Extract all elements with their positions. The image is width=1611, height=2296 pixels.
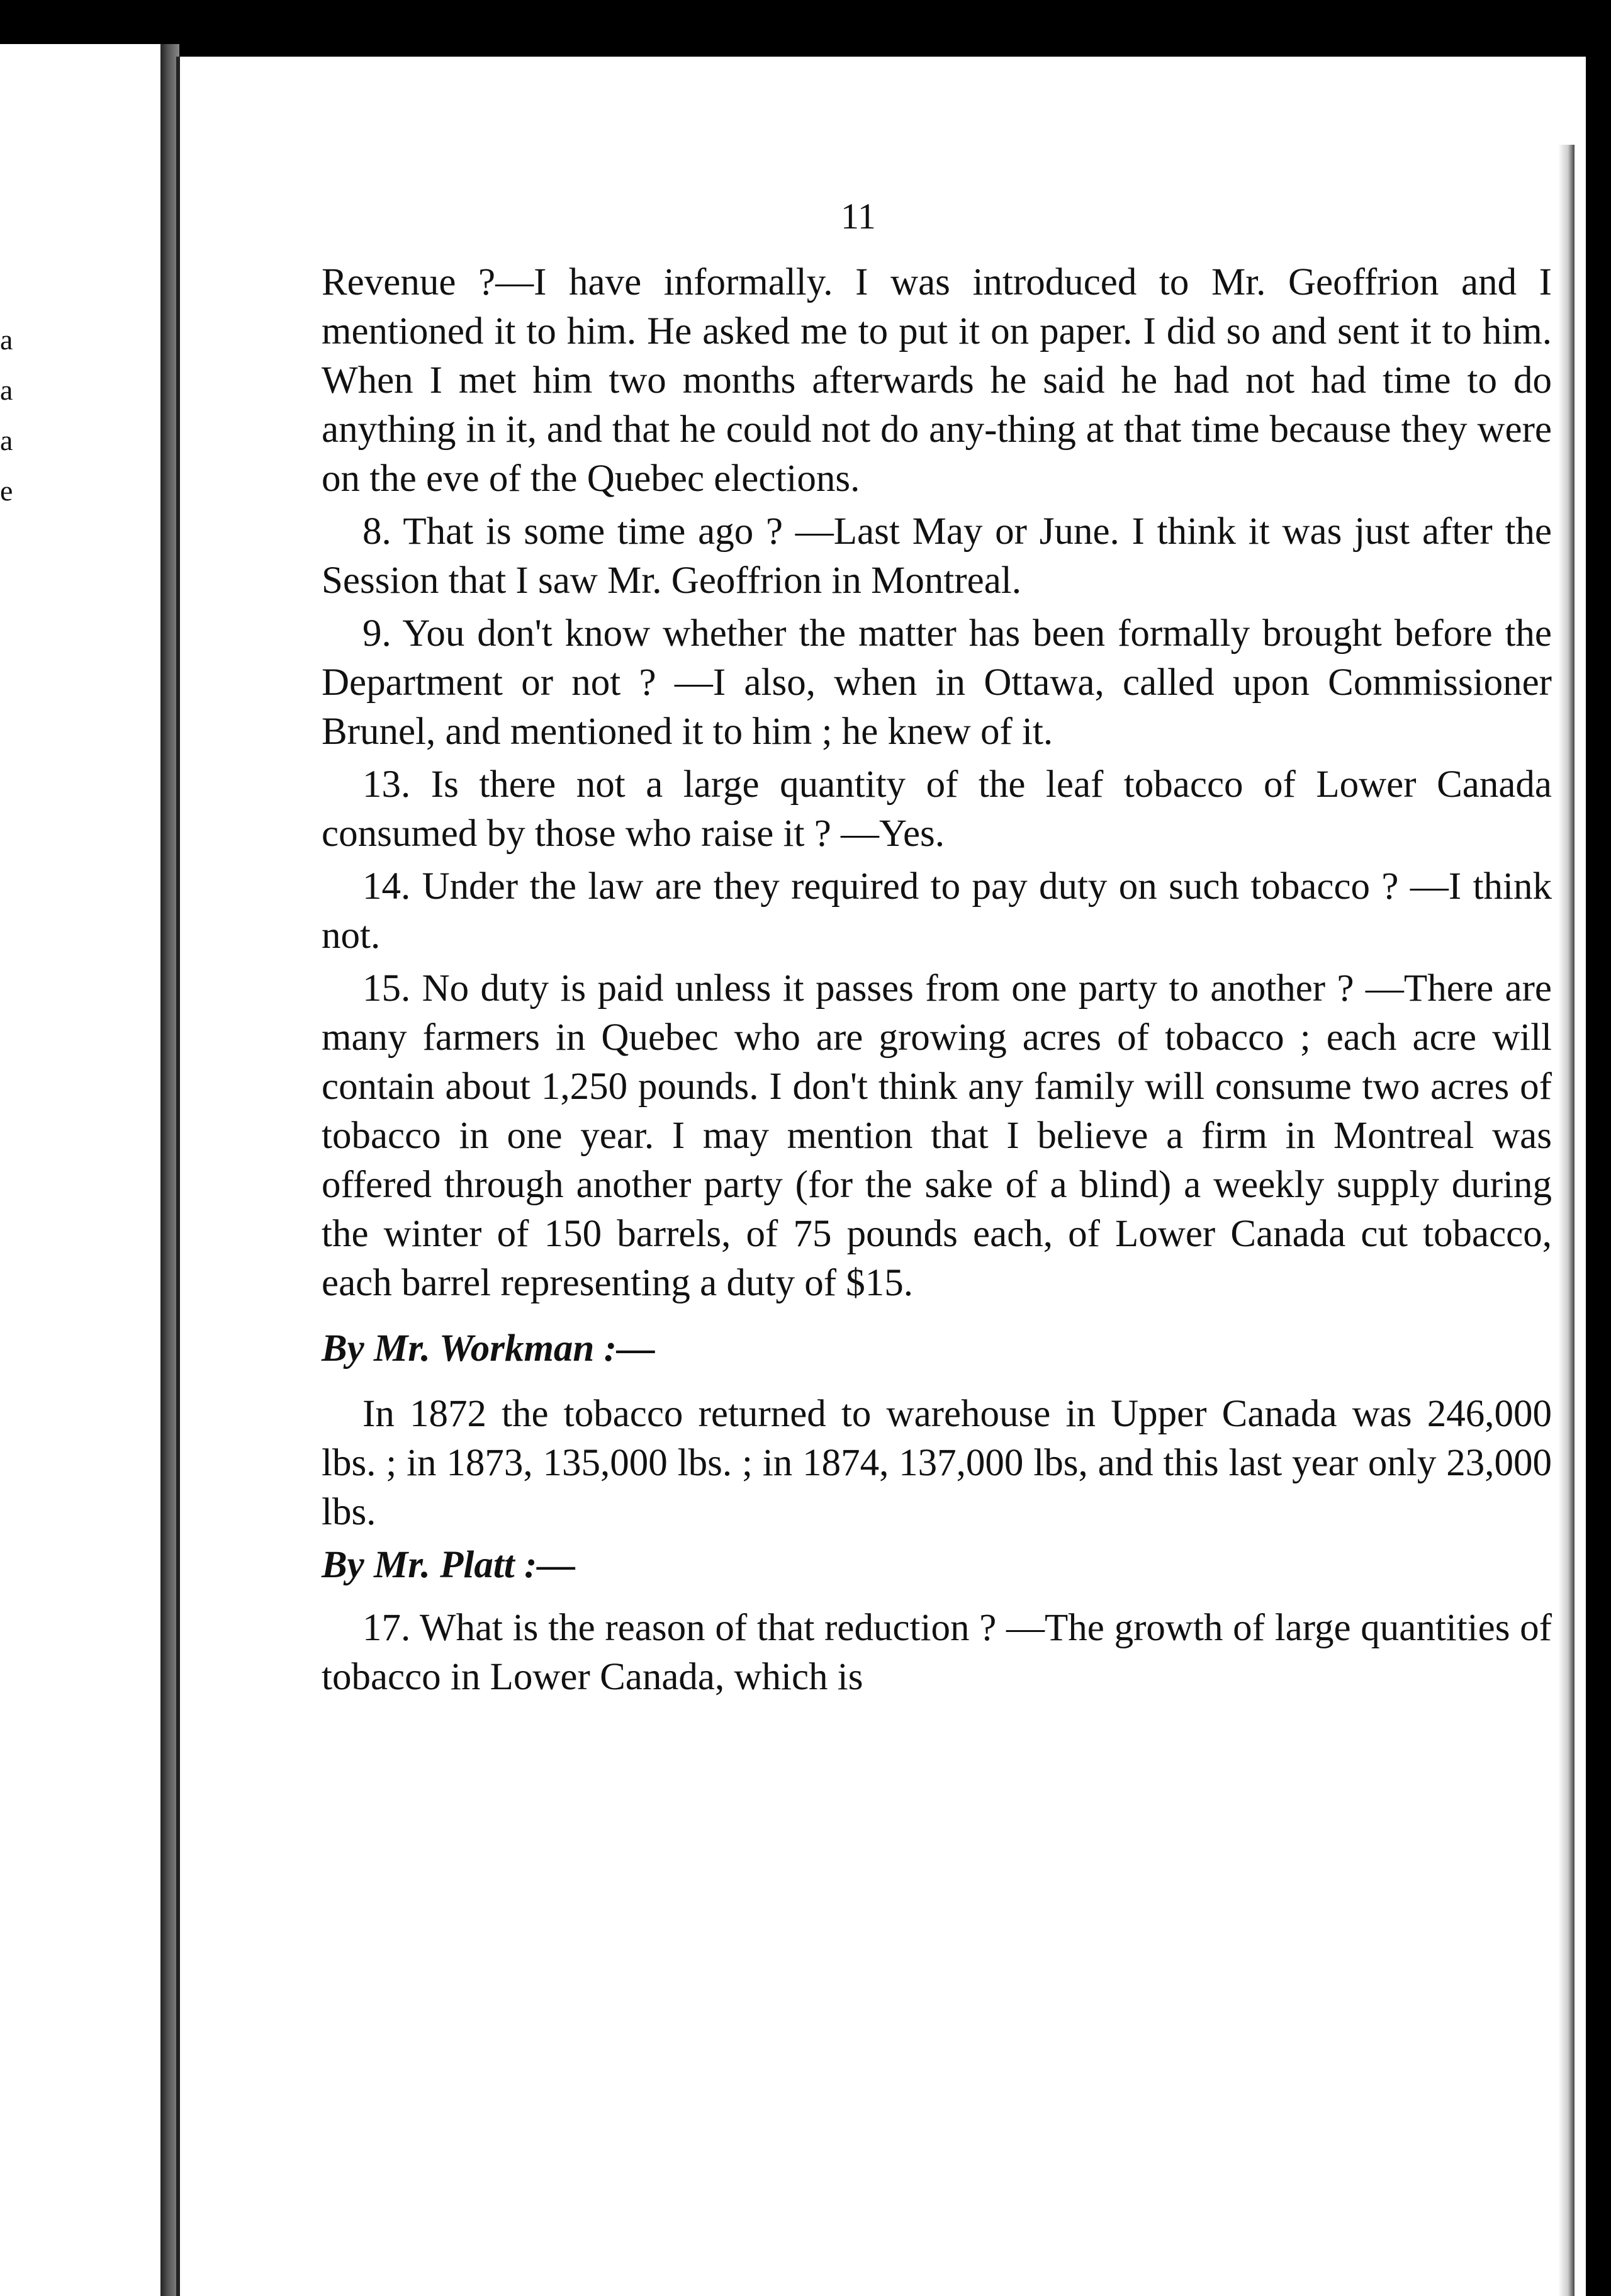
paragraph: 14. Under the law are they required to pay duty on such tobacco ? —I think not. — [322, 865, 1552, 957]
paragraph: 15. No duty is paid unless it passes from one party to another ? —There are many farmers in Quebec who are growing acres of tobacco ; each acre will contain about 1,250 pounds. I don't think any family will consume two acres of tobacco in one year. I may mention that I believe a firm in Montreal was offered through another party (for the sake of a blind) a weekly supply during the winter of 150 barrels, of 75 pounds each, of Lower Canada cut tobacco, each barrel representing a duty of $15. — [322, 967, 1552, 1304]
left-margin-mark: a — [0, 424, 13, 456]
speaker-heading: By Mr. Platt :— — [322, 1544, 576, 1586]
paragraph: 13. Is there not a large quantity of the leaf tobacco of Lower Canada consumed by those who raise it ? —Yes. — [322, 763, 1552, 855]
paragraph: 9. You don't know whether the matter has been formally brought before the Department or not ? —I also, when in Ottawa, called upon Commissioner Brunel, and mentioned it to him ; he knew of it. — [322, 612, 1552, 753]
page-edge-shadow — [1558, 145, 1575, 2296]
page-number: 11 — [841, 196, 876, 237]
left-margin-mark: a — [0, 374, 13, 406]
paragraph: 17. What is the reason of that reduction ? —The growth of large quantities of tobacco in Lower Canada, which is — [322, 1607, 1552, 1698]
body-text — [322, 258, 1552, 1706]
left-page-remnant — [0, 44, 164, 2296]
left-margin-mark: a — [0, 324, 13, 356]
left-margin-marks — [0, 315, 13, 516]
document-page — [176, 57, 1586, 2296]
speaker-heading: By Mr. Workman :— — [322, 1327, 655, 1370]
paragraph: In 1872 the tobacco returned to warehouse in Upper Canada was 246,000 lbs. ; in 1873, 135,000 lbs. ; in 1874, 137,000 lbs, and this last year only 23,000 lbs. — [322, 1393, 1552, 1533]
left-margin-mark: e — [0, 475, 13, 507]
paragraph: 8. That is some time ago ? —Last May or June. I think it was just after the Session that I saw Mr. Geoffrion in Montreal. — [322, 510, 1552, 602]
paragraph: Revenue ?—I have informally. I was introduced to Mr. Geoffrion and I mentioned it to him. He asked me to put it on paper. I did so and sent it to him. When I met him two months afterwards he said he had not had time to do anything in it, and that he could not do any-thing at that time because they were on the eve of the Quebec elections. — [322, 261, 1552, 500]
